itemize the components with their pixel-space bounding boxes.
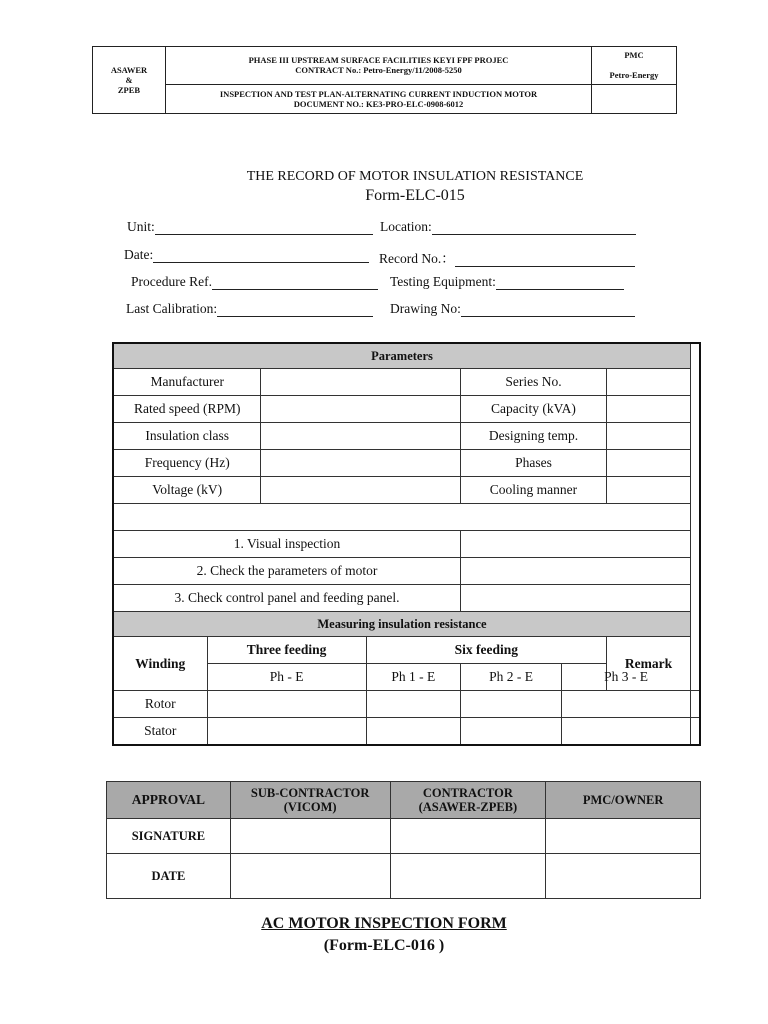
unit-line[interactable]	[155, 220, 373, 235]
stator-label: Stator	[113, 718, 207, 746]
check-result-cell[interactable]	[460, 558, 690, 585]
remark-header: Remark	[606, 637, 690, 691]
stator-ph-e-cell[interactable]	[207, 718, 366, 746]
next-form-number: (Form-ELC-016 )	[323, 937, 445, 954]
project-title: PHASE III UPSTREAM SURFACE FACILITIES KEYI FPF PROJEC	[248, 55, 509, 66]
signature-pmc-cell[interactable]	[546, 819, 701, 854]
param-label: Manufacturer	[113, 369, 261, 396]
param-value-cell[interactable]	[606, 369, 690, 396]
signature-sub-contractor-cell[interactable]	[230, 819, 390, 854]
company-line-3: ZPEB	[117, 85, 141, 95]
procedure-ref-field[interactable]	[131, 274, 378, 290]
table-row	[113, 450, 700, 477]
empty-cell	[592, 84, 677, 113]
record-no-line[interactable]	[455, 252, 635, 267]
param-label: Series No.	[460, 369, 606, 396]
company-line-2: &	[125, 75, 133, 85]
table-row	[113, 423, 700, 450]
sub-contractor-header	[230, 782, 390, 819]
pmc-name: Petro-Energy	[609, 70, 659, 81]
pmc-owner-header: PMC/OWNER	[546, 782, 701, 819]
check-result-cell[interactable]	[460, 585, 690, 612]
date-sub-contractor-cell[interactable]	[230, 854, 390, 899]
drawing-no-line[interactable]	[461, 302, 635, 317]
unit-label: Unit:	[127, 219, 155, 234]
contractor-header	[390, 782, 546, 819]
contractor-label: CONTRACTOR	[422, 786, 513, 800]
three-feeding-header: Three feeding	[207, 637, 366, 664]
location-line[interactable]	[432, 220, 636, 235]
check-result-cell[interactable]	[460, 531, 690, 558]
approval-header: APPROVAL	[107, 782, 231, 819]
param-label: Capacity (kVA)	[460, 396, 606, 423]
sub-contractor-label: SUB-CONTRACTOR	[250, 786, 370, 800]
table-row	[113, 477, 700, 504]
rotor-label: Rotor	[113, 691, 207, 718]
approval-table	[106, 781, 701, 899]
last-calibration-line[interactable]	[217, 302, 373, 317]
next-form-title: AC MOTOR INSPECTION FORM	[261, 915, 507, 932]
pmc-label: PMC	[624, 50, 644, 61]
table-row	[113, 396, 700, 423]
procedure-ref-label: Procedure Ref.	[131, 274, 212, 289]
check-item: 3. Check control panel and feeding panel.	[113, 585, 460, 612]
form-number: Form-ELC-015	[365, 187, 465, 204]
signature-label: SIGNATURE	[107, 819, 231, 854]
six-feeding-header: Six feeding	[366, 637, 606, 664]
testing-equipment-field[interactable]	[390, 274, 624, 290]
ph3-e-header: Ph 3 - E	[562, 664, 691, 691]
company-line-1: ASAWER	[110, 65, 148, 75]
parameters-heading: Parameters	[113, 343, 691, 369]
project-cell	[166, 47, 592, 85]
rotor-ph-e-cell[interactable]	[207, 691, 366, 718]
param-value-cell[interactable]	[261, 423, 461, 450]
testing-equipment-label: Testing Equipment:	[390, 274, 496, 289]
param-label: Frequency (Hz)	[113, 450, 261, 477]
param-value-cell[interactable]	[261, 477, 461, 504]
param-value-cell[interactable]	[606, 477, 690, 504]
blank-row-cell	[113, 504, 691, 531]
param-label: Voltage (kV)	[113, 477, 261, 504]
table-row	[107, 819, 701, 854]
rotor-ph2-cell[interactable]	[460, 691, 561, 718]
ph2-e-header: Ph 2 - E	[460, 664, 561, 691]
record-no-label: Record No.：	[379, 251, 455, 266]
param-value-cell[interactable]	[606, 423, 690, 450]
testing-equipment-line[interactable]	[496, 275, 624, 290]
table-row	[113, 531, 700, 558]
param-value-cell[interactable]	[261, 369, 461, 396]
unit-field[interactable]	[127, 219, 373, 235]
plan-title: INSPECTION AND TEST PLAN-ALTERNATING CURRENT INDUCTION MOTOR	[219, 88, 538, 99]
drawing-no-label: Drawing No:	[390, 301, 461, 316]
date-contractor-cell[interactable]	[390, 854, 546, 899]
ph1-e-header: Ph 1 - E	[366, 664, 460, 691]
winding-header: Winding	[113, 637, 207, 691]
measuring-heading: Measuring insulation resistance	[113, 612, 691, 637]
stator-ph2-cell[interactable]	[460, 718, 561, 746]
procedure-ref-line[interactable]	[212, 275, 378, 290]
rotor-ph3-cell[interactable]	[562, 691, 691, 718]
table-row	[113, 585, 700, 612]
signature-contractor-cell[interactable]	[390, 819, 546, 854]
table-row	[113, 558, 700, 585]
contract-number: CONTRACT No.: Petro-Energy/11/2008-5250	[295, 65, 462, 76]
last-calibration-label: Last Calibration:	[126, 301, 218, 316]
param-label: Cooling manner	[460, 477, 606, 504]
sub-contractor-name: (VICOM)	[283, 800, 337, 814]
param-value-cell[interactable]	[261, 396, 461, 423]
param-label: Rated speed (RPM)	[113, 396, 261, 423]
stator-ph3-cell[interactable]	[562, 718, 691, 746]
date-pmc-cell[interactable]	[546, 854, 701, 899]
date-line[interactable]	[153, 248, 369, 263]
table-row	[113, 637, 700, 664]
parameters-table	[112, 342, 701, 746]
param-value-cell[interactable]	[606, 450, 690, 477]
check-item: 1. Visual inspection	[113, 531, 460, 558]
stator-remark-cell[interactable]	[691, 718, 701, 746]
param-label: Phases	[460, 450, 606, 477]
date-label: Date:	[124, 247, 154, 262]
drawing-no-field[interactable]	[390, 301, 635, 317]
param-value-cell[interactable]	[261, 450, 461, 477]
pmc-cell	[592, 47, 677, 85]
check-item: 2. Check the parameters of motor	[113, 558, 460, 585]
last-calibration-field[interactable]	[126, 301, 373, 317]
param-label: Designing temp.	[460, 423, 606, 450]
param-value-cell[interactable]	[606, 396, 690, 423]
location-field[interactable]	[380, 219, 636, 235]
table-row	[107, 854, 701, 899]
stator-ph1-cell[interactable]	[366, 718, 460, 746]
rotor-remark-cell[interactable]	[691, 691, 701, 718]
plan-cell	[166, 84, 592, 113]
contractor-name: (ASAWER-ZPEB)	[418, 800, 518, 814]
table-row	[113, 718, 700, 746]
ph-e-header: Ph - E	[207, 664, 366, 691]
param-label: Insulation class	[113, 423, 261, 450]
location-label: Location:	[380, 219, 432, 234]
company-cell	[93, 47, 166, 114]
record-title: THE RECORD OF MOTOR INSULATION RESISTANCE	[246, 169, 584, 184]
document-number: DOCUMENT NO.: KE3-PRO-ELC-0908-6012	[293, 98, 464, 109]
date-label: DATE	[107, 854, 231, 899]
document-header	[92, 46, 677, 114]
record-no-field[interactable]	[379, 247, 635, 267]
table-row	[113, 504, 700, 531]
table-row	[113, 691, 700, 718]
date-field[interactable]	[124, 247, 369, 263]
table-row	[113, 369, 700, 396]
rotor-ph1-cell[interactable]	[366, 691, 460, 718]
